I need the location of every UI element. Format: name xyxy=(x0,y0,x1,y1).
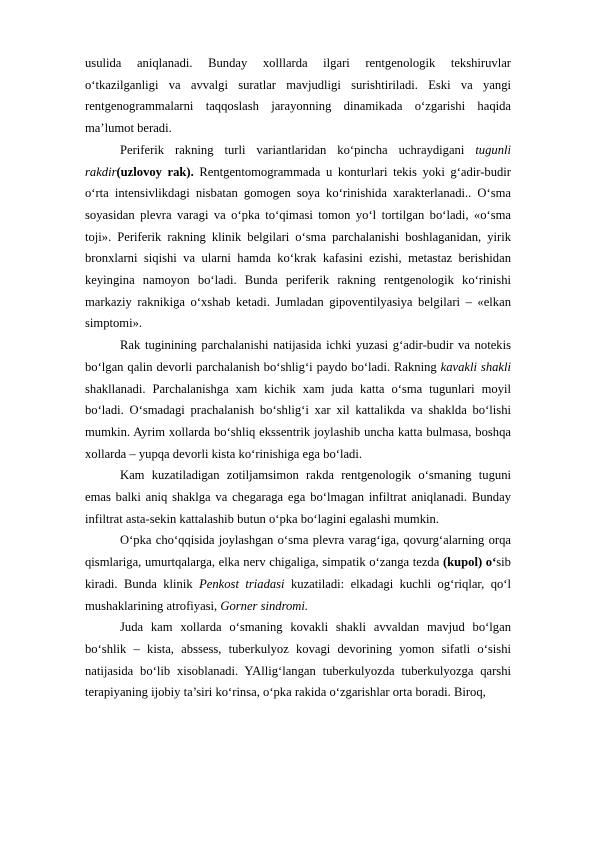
paragraph xyxy=(85,140,511,335)
paragraph xyxy=(85,530,511,617)
italic-text: Gorner sindromi. xyxy=(220,598,309,613)
bold-text: (kupol) o‘ xyxy=(442,555,497,570)
text-run: sib kiradi. Bunda klinik xyxy=(85,555,511,591)
italic-text: Penkost triadasi xyxy=(199,576,285,591)
text-run: Rak tuginining parchalanishi natijasida ichki yuzasi g‘adir-budir va notekis bo‘lgan qalin devorli parchalanish bo‘shlig‘i paydo bo‘ladi. Rakning xyxy=(85,338,511,374)
italic-text: tugunli rakdir xyxy=(85,142,511,179)
text-run: Kam kuzatiladigan zotiljamsimon rakda rentgenologik o‘smaning tuguni emas balki aniq shaklga va chegaraga ega bo‘lmagan infiltrat aniqlanadi. Bunday infiltrat asta-sekin kattalashib butun o‘pka bo‘lagini egalashi mumkin. xyxy=(85,468,511,526)
paragraph xyxy=(85,53,511,140)
text-run: O‘pka cho‘qqisida joylashgan o‘sma plevra varag‘iga, qovurg‘alarning orqa qismlariga, umurtqalarga, elka nerv chigaliga, simpatik o‘zanga tezda xyxy=(85,533,511,570)
document-page xyxy=(85,53,511,704)
paragraph xyxy=(85,617,511,704)
text-run: Periferik rakning turli variantlaridan ko‘pincha uchraydigani xyxy=(120,142,476,157)
text-run: Rentgentomogrammada u konturlari tekis yoki g‘adir-budir o‘rta intensivlikdagi nisbatan gomogen soya ko‘rinishida xarakterlanadi.. O‘sma soyasidan plevra varagi va o‘pka to‘qimasi tomon yo‘l tortilgan bo‘ladi, «o‘sma toji». Periferik rakning klinik belgilari o‘sma parchalanishi boshlaganidan, yirik bronxlarni siqishi va ularni hamda ko‘krak kafasini ezishi, metastaz berishidan keyingina namoyon bo‘ladi. Bunda periferik rakning rentgenologik ko‘rinishi markaziy raknikiga o‘xshab ketadi. Jumladan gipoventilyasiya belgilari – «elkan simptomi». xyxy=(85,164,512,331)
text-run: Juda kam xollarda o‘smaning kovakli shakli avvaldan mavjud bo‘lgan bo‘shlik – kista, abssess, tuberkulyoz kovagi devorining yomon sifatli o‘sishi natijasida bo‘lib xisoblanadi. YAllig‘langan tuberkulyozda tuberkulyozga qarshi terapiyaning ijobiy ta’siri ko‘rinsa, o‘pka rakida o‘zgarishlar orta boradi. Biroq, xyxy=(85,620,511,700)
text-run: usulida aniqlanadi. Bunday xolllarda ilgari rentgenologik tekshiruvlar o‘tkazilganligi va avvalgi suratlar mavjudligi surishtiriladi. Eski va yangi rentgenogrammalarni taqqoslash jarayonning dinamikada o‘zgarishi haqida ma’lumot beradi. xyxy=(85,56,511,136)
italic-text: kavakli shakli xyxy=(440,359,511,374)
text-run: shakllanadi. Parchalanishga xam kichik xam juda katta o‘sma tugunlari moyil bo‘ladi. O‘smadagi prachalanish bo‘shlig‘i xar xil kattalikda va shaklda bo‘lishi mumkin. Ayrim xollarda bo‘shliq ekssentrik joylashib uncha katta bulmasa, boshqa xollarda – yupqa devorli kista ko‘rinishiga ega bo‘ladi. xyxy=(85,381,511,461)
paragraph xyxy=(85,335,511,465)
paragraph xyxy=(85,465,511,530)
text-run: kuzatiladi: elkadagi kuchli og‘riqlar, qo‘l mushaklarining atrofiyasi, xyxy=(85,576,511,613)
bold-text: (uzlovoy rak). xyxy=(116,164,194,179)
